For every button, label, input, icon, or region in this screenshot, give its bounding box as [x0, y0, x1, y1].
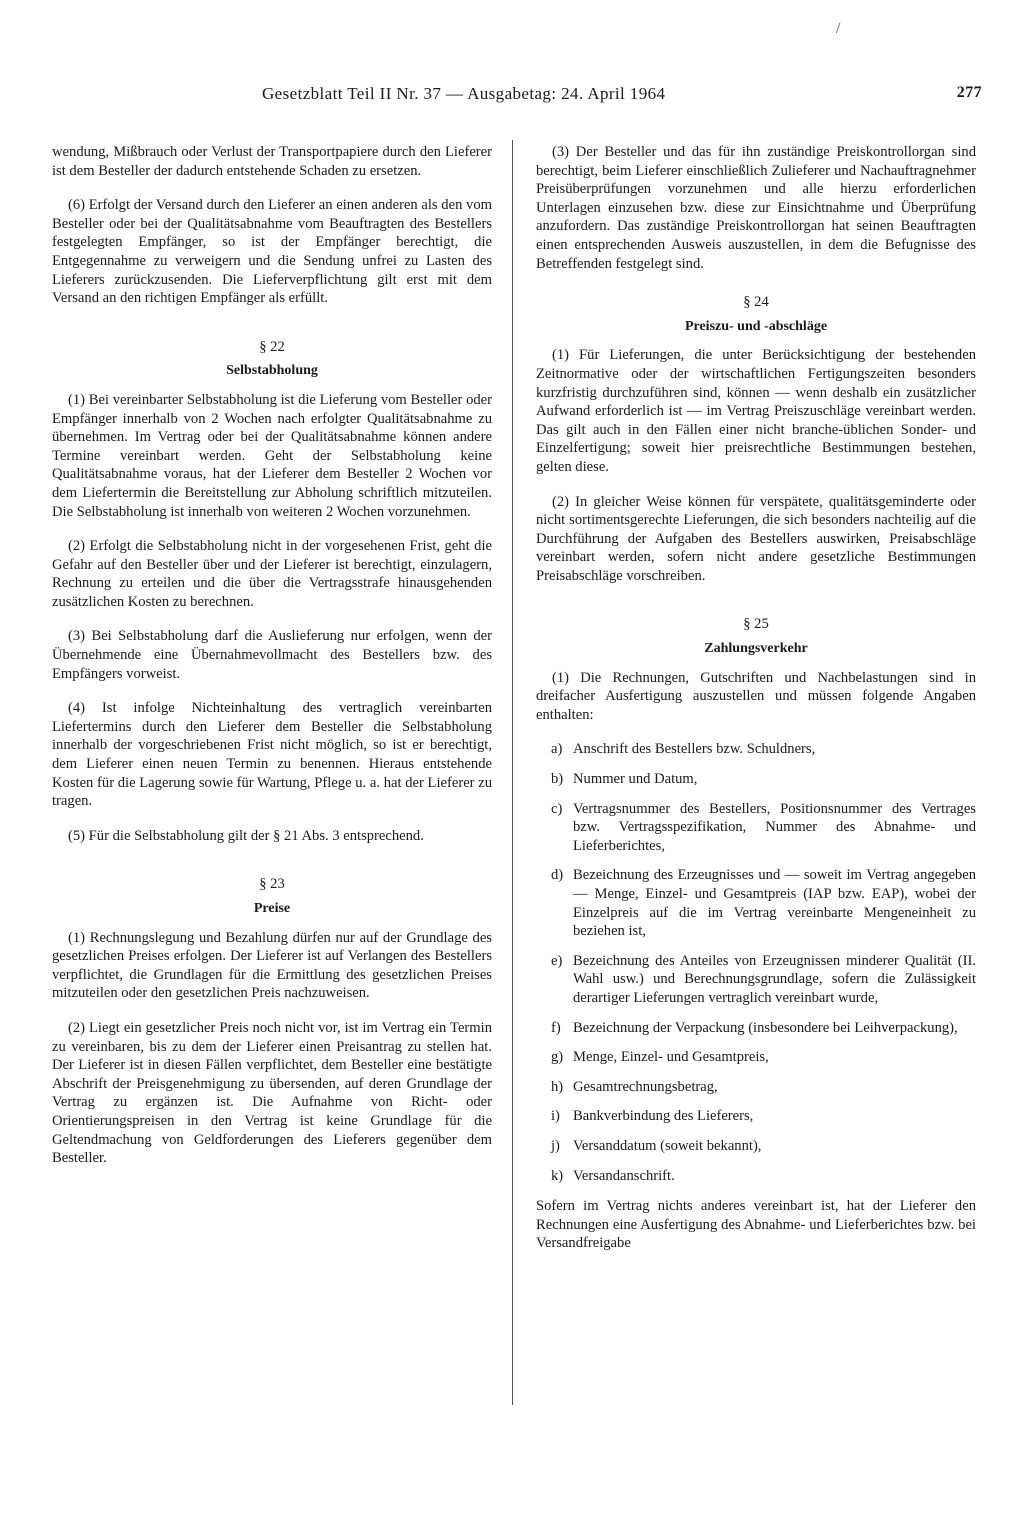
item-list — [536, 740, 976, 1185]
list-item — [536, 866, 976, 940]
list-item — [536, 800, 976, 856]
paragraph: (2) In gleicher Weise können für verspätete, qualitätsgeminderte oder nicht sortimentsgerechte Lieferungen, die sich besonders nachteilig auf die Durchführung der Aufgaben des Bestellers auswirken, Preisabschläge vereinbart werden, sofern nicht andere gesetzliche Bestimmungen Preisabschläge vorschreiben. — [536, 493, 976, 584]
item-text: Bankverbindung des Lieferers, — [573, 1108, 754, 1125]
section-number: § 22 — [259, 338, 285, 355]
running-title: Gesetzblatt Teil II Nr. 37 — Ausgabetag: 24. April 1964 — [262, 84, 666, 103]
section-number: § 24 — [743, 294, 769, 311]
list-item — [536, 770, 976, 789]
item-label: i) — [551, 1108, 560, 1125]
list-item — [536, 1167, 976, 1186]
paragraph: Sofern im Vertrag nichts anderes vereinbart ist, hat der Lieferer den Rechnungen eine Ausfertigung des Abnahme- und Lieferberichtes bzw. bei Versandfreigabe — [536, 1198, 976, 1252]
item-label: g) — [551, 1049, 564, 1066]
paragraph: (1) Die Rechnungen, Gutschriften und Nachbelastungen sind in dreifacher Ausfertigung auszustellen und müssen folgende Angaben enthalten: — [536, 669, 976, 723]
item-text: Menge, Einzel- und Gesamtpreis, — [573, 1049, 769, 1066]
item-label: d) — [551, 867, 564, 884]
paragraph: (1) Rechnungslegung und Bezahlung dürfen nur auf der Grundlage des gesetzlichen Preises erfolgen. Der Lieferer ist auf Verlangen des Bestellers verpflichtet, die Grundlagen für die Ermittlung des gesetzlichen Preises mitzuteilen oder den gesetzlichen Preis nachzuweisen. — [52, 929, 492, 1002]
paragraph: (4) Ist infolge Nichteinhaltung des vertraglich vereinbarten Liefertermins durch den Lieferer dem Besteller die Selbstabholung innerhalb der vorgeschriebenen Frist nicht möglich, so ist er berechtigt, dem Lieferer einen neuen Termin zu benennen. Hieraus entstehende Kosten für die Lagerung sowie für Wartung, Pflege u. a. hat der Lieferer zu tragen. — [52, 700, 492, 810]
list-item — [536, 1019, 976, 1038]
item-text: Nummer und Datum, — [573, 771, 698, 788]
right-column — [536, 143, 976, 1269]
paragraph: (3) Bei Selbstabholung darf die Auslieferung nur erfolgen, wenn der Übernehmende eine Übernahmevollmacht des Bestellers bzw. des Empfängers vorweist. — [52, 628, 492, 682]
column-divider — [512, 140, 513, 1405]
pencil-mark: / — [836, 20, 841, 37]
item-label: b) — [551, 771, 564, 788]
list-item — [536, 740, 976, 759]
item-text: Versandanschrift. — [573, 1167, 675, 1184]
item-label: h) — [551, 1078, 564, 1095]
section-title: Preiszu- und -abschläge — [684, 318, 828, 334]
list-item — [536, 1137, 976, 1156]
list-item — [536, 952, 976, 1008]
section-number: § 23 — [259, 876, 285, 893]
left-column — [52, 143, 492, 1184]
item-text: Gesamtrechnungsbetrag, — [573, 1078, 718, 1095]
paragraph: wendung, Mißbrauch oder Verlust der Transportpapiere durch den Lieferer ist dem Besteller der dadurch entstehende Schaden zu ersetzen. — [52, 144, 492, 179]
list-item — [536, 1107, 976, 1126]
item-text: Bezeichnung des Erzeugnisses und — soweit im Vertrag angegeben — Menge, Einzel- und Gesamtpreis (IAP bzw. EAP), wobei der Einzelpreis auf die im Vertrag vereinbarte Mengeneinheit zu beziehen ist, — [573, 867, 976, 940]
paragraph: (3) Der Besteller und das für ihn zuständige Preiskontrollorgan sind berechtigt, beim Lieferer einschließlich Zulieferer und Nachauftragnehmer Preisüberprüfungen vorzunehmen und alle hierzu erforderlichen Unterlagen einzusehen bzw. diese zur Einsichtnahme und Überprüfung anzufordern. Das zuständige Preiskontrollorgan hat seinen Beauftragten einen entsprechenden Ausweis auszustellen, in dem die Befugnisse des Betreffenden festgelegt sind. — [536, 144, 976, 272]
item-text: Anschrift des Bestellers bzw. Schuldners, — [573, 741, 816, 758]
item-label: e) — [551, 952, 563, 969]
item-label: f) — [551, 1019, 561, 1036]
item-label: a) — [551, 741, 563, 758]
item-text: Vertragsnummer des Bestellers, Positionsnummer des Vertrages bzw. Vertragsspezifikation, Nummer des Abnahme- und Lieferberichtes, — [573, 800, 976, 854]
page-header — [40, 84, 982, 108]
section-title: Selbstabholung — [226, 363, 318, 379]
paragraph: (5) Für die Selbstabholung gilt der § 21 Abs. 3 entsprechend. — [68, 827, 424, 844]
paragraph: (2) Liegt ein gesetzlicher Preis noch nicht vor, ist im Vertrag ein Termin zu vereinbaren, bis zu dem der Lieferer einen Preisantrag zu stellen hat. Der Lieferer ist in diesen Fällen verpflichtet, dem Besteller eine bestätigte Abschrift der Preisgenehmigung zu übersenden, auf deren Grundlage der Vertrag zu ergänzen ist. Die Aufnahme von Richt- oder Orientierungspreisen in den Vertrag ist keine Grundlage für die Geltendmachung von Geldforderungen des Lieferers gegenüber dem Besteller. — [52, 1019, 492, 1167]
item-text: Bezeichnung der Verpackung (insbesondere bei Leihverpackung), — [573, 1019, 958, 1036]
page-number: 277 — [956, 84, 982, 101]
section-title: Preise — [253, 901, 291, 916]
item-text: Versanddatum (soweit bekannt), — [573, 1137, 762, 1154]
item-text: Bezeichnung des Anteiles von Erzeugnissen minderer Qualität (II. Wahl usw.) und Berechnungsgrundlage, sofern die Zulässigkeit derartiger Lieferungen vertraglich vereinbart wurde, — [573, 952, 976, 1006]
section-number: § 25 — [743, 616, 769, 633]
paragraph: (1) Für Lieferungen, die unter Berücksichtigung der bestehenden Zeitnormative oder der wirtschaftlichen Fertigungszeiten besonders kurzfristig durchzuführen sind, können — wenn deshalb ein zusätzlicher Aufwand erforderlich ist — im Vertrag Preiszuschläge vereinbart werden. Das gilt auch in den Fällen einer nicht branche-üblichen Sonder- und Einzelfertigung; soweit hier preisrechtliche Bestimmungen bestehen, gelten diese. — [536, 347, 976, 475]
item-label: k) — [551, 1167, 564, 1184]
item-label: c) — [551, 800, 563, 817]
section-title: Zahlungsverkehr — [704, 641, 808, 657]
item-label: j) — [551, 1137, 560, 1154]
list-item — [536, 1078, 976, 1097]
list-item — [536, 1048, 976, 1067]
paragraph: (1) Bei vereinbarter Selbstabholung ist die Lieferung vom Besteller oder Empfänger innerhalb von 2 Wochen nach erfolgter Qualitätsabnahme zu übernehmen. Im Vertrag oder bei der Qualitätsabnahme können andere Termine vereinbart werden. Geht der Selbstabholung keine Qualitätsabnahme voraus, hat der Lieferer dem Besteller 2 Wochen vor dem Liefertermin die Bereitstellung zur Abholung schriftlich mitzuteilen. Die Selbstabholung ist innerhalb von weiteren 2 Wochen vorzunehmen. — [52, 391, 492, 520]
paragraph: (6) Erfolgt der Versand durch den Lieferer an einen anderen als den vom Besteller oder bei der Qualitätsabnahme vom Beauftragten des Bestellers festgelegten Empfänger, so ist der Empfänger berechtigt, die Entgegennahme zu verweigern und die Sendung unfrei zu Lasten des Lieferers zurückzusenden. Die Lieferverpflichtung gilt erst mit dem Versand an den richtigen Empfänger als erfüllt. — [52, 197, 492, 307]
paragraph: (2) Erfolgt die Selbstabholung nicht in der vorgesehenen Frist, geht die Gefahr auf den Besteller über und der Lieferer ist berechtigt, einzulagern, Rechnung zu erteilen und die über die Vertragsstrafe hinausgehenden zusätzlichen Kosten zu berechnen. — [52, 538, 492, 610]
